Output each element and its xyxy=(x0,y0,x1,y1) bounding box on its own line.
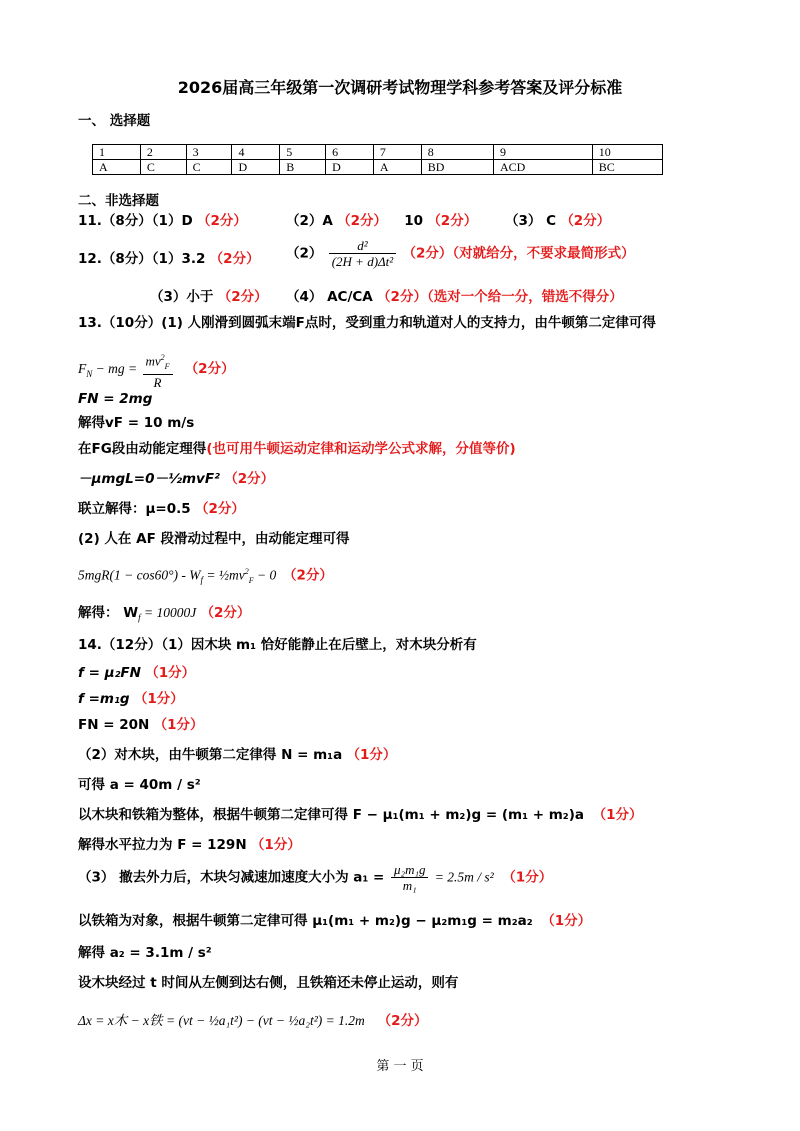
q12-part4-score: （2分）（选对一个给一分，错选不得分） xyxy=(377,289,623,305)
q13-fg-text: 在FG段由动能定理得 xyxy=(78,441,207,457)
q12-part4-group xyxy=(286,288,623,306)
q11-part1-score: （2分） xyxy=(196,213,247,229)
table-cell: 5 xyxy=(280,145,326,160)
table-cell: BC xyxy=(592,160,662,175)
q14-dx-score: （2分） xyxy=(377,1013,428,1029)
q14-p3-score: （1分） xyxy=(502,869,553,886)
page-footer: 第 一 页 xyxy=(376,1059,424,1074)
q13-eq1-denominator: R xyxy=(153,374,162,390)
q13-intro: 13.（10分）(1) 人刚滑到圆弧末端F点时，受到重力和轨道对人的支持力，由牛顿第二定律可得 xyxy=(78,315,656,331)
q12-fraction-numerator: d² xyxy=(329,238,396,254)
q13-eq2-score: （2分） xyxy=(283,567,333,584)
page-title: 2026届高三年级第一次调研考试物理学科参考答案及评分标准 xyxy=(177,78,623,97)
q11-part2b: 10 xyxy=(404,213,424,229)
q14-time: 设木块经过 t 时间从左侧到达右侧，且铁箱还未停止运动，则有 xyxy=(78,975,459,991)
q13-eq2-rest: = ½mv xyxy=(203,567,245,583)
choice-answer-table xyxy=(92,144,663,175)
q12-part2-score: （2分）（对就给分，不要求最简形式） xyxy=(402,245,635,262)
table-cell: 3 xyxy=(186,145,232,160)
table-cell: C xyxy=(186,160,232,175)
table-cell: 2 xyxy=(140,145,186,160)
q13-wf-label: 解得： W xyxy=(78,605,139,621)
table-cell: 10 xyxy=(592,145,662,160)
table-cell: D xyxy=(232,160,280,175)
q12-part3-score: （2分） xyxy=(217,289,268,305)
q14-p2-score: （1分） xyxy=(346,747,397,763)
q14-p2-line xyxy=(78,746,396,764)
q11-part1: 11.（8分）（1）D xyxy=(78,213,193,229)
q14-p2: （2）对木块，由牛顿第二定律得 N = m₁a xyxy=(78,747,343,763)
q14-dx-line xyxy=(78,1012,428,1030)
q12-fraction xyxy=(329,238,396,269)
q14-f2-line xyxy=(78,690,184,708)
table-row-numbers xyxy=(93,145,663,160)
q13-eq1-numerator: $mv^2_F$ xyxy=(143,350,173,375)
q11-part2b-score: （2分） xyxy=(427,213,478,229)
q14-whole-line xyxy=(78,806,643,824)
q13-eq1-num-text: mv xyxy=(145,353,161,369)
q13-wf-score: （2分） xyxy=(200,605,251,621)
table-cell: C xyxy=(140,160,186,175)
q13-eq1-left: F xyxy=(78,361,87,377)
q13-eq2-end: − 0 xyxy=(253,567,277,583)
q14-intro: 14.（12分）（1）因木块 m₁ 恰好能静止在后壁上，对木块分析有 xyxy=(78,637,477,653)
table-cell: B xyxy=(280,160,326,175)
q14-f1: f = μ₂FN xyxy=(78,665,141,681)
q12-part1-score: （2分） xyxy=(209,251,260,267)
q14-f3-score: （1分） xyxy=(153,717,204,733)
q13-energy-line xyxy=(78,470,274,488)
q13-eq1-mid: − mg = xyxy=(92,361,141,377)
q12-part2: （2） xyxy=(286,245,323,262)
q12-part4: （4） AC/CA xyxy=(286,289,373,305)
q14-a-value: 可得 a = 40m / s² xyxy=(78,777,201,793)
q13-eq1-fraction xyxy=(143,350,173,390)
q14-f2: f =m₁g xyxy=(78,691,130,707)
q13-mu-score: （2分） xyxy=(194,501,245,517)
table-cell: 8 xyxy=(421,145,493,160)
q11-part2: （2）A xyxy=(286,213,333,229)
q14-force-score: （1分） xyxy=(250,837,301,853)
q13-eq1-sub: N xyxy=(86,368,93,379)
table-cell: 7 xyxy=(373,145,421,160)
q14-p3-numerator: μ₂m₁g xyxy=(391,862,428,878)
q12-fraction-denominator: (2H + d)Δt² xyxy=(331,254,394,269)
q11-part2-score: （2分） xyxy=(337,213,388,229)
q14-whole: 以木块和铁箱为整体，根据牛顿第二定律可得 F − μ₁(m₁ + m₂)g = (m₁ + m₂)a xyxy=(78,807,584,823)
q14-p3-post: = 2.5m / s² xyxy=(434,869,494,885)
q12-line1 xyxy=(78,250,260,268)
q14-dx: Δx = x木 − x铁 = (vt − ½a₁t²) − (vt − ½a₂t²) = 1.2m xyxy=(78,1013,365,1028)
q14-box-score: （1分） xyxy=(541,913,592,929)
q14-f1-line xyxy=(78,664,195,682)
table-cell: D xyxy=(326,160,374,175)
table-cell: 9 xyxy=(493,145,592,160)
q12-line2 xyxy=(150,288,268,306)
q13-wf-line: 解得： $W_f = 10000J$ （2分） xyxy=(78,605,251,623)
q14-p3-line xyxy=(78,862,552,893)
q14-p3-pre: （3） 撤去外力后，木块匀减速加速度大小为 a₁ = xyxy=(78,869,390,886)
q11-line xyxy=(78,212,247,230)
q14-p3-denominator: m₁ xyxy=(402,878,417,893)
q11-part2-group xyxy=(286,212,477,230)
table-cell: A xyxy=(93,160,141,175)
q14-box-line xyxy=(78,912,591,930)
q11-part3-group xyxy=(505,212,610,230)
table-cell: A xyxy=(373,160,421,175)
q13-fg-note: (也可用牛顿运动定律和运动学公式求解，分值等价) xyxy=(206,441,516,457)
q13-vf: 解得vF = 10 m/s xyxy=(78,415,195,431)
q14-force: 解得水平拉力为 F = 129N xyxy=(78,837,247,853)
table-cell: ACD xyxy=(493,160,592,175)
q14-box: 以铁箱为对象，根据牛顿第二定律可得 μ₁(m₁ + m₂)g − μ₂m₁g = m₂a₂ xyxy=(78,913,533,929)
q11-part3-score: （2分） xyxy=(560,213,611,229)
table-cell: BD xyxy=(421,160,493,175)
q11-part3: （3） C xyxy=(505,213,557,229)
table-cell: 6 xyxy=(326,145,374,160)
q14-f3: FN = 20N xyxy=(78,717,150,733)
q12-part1: 12.（8分）（1）3.2 xyxy=(78,251,206,267)
q13-eq1-score: （2分） xyxy=(184,361,235,378)
table-cell: 1 xyxy=(93,145,141,160)
q14-f2-score: （1分） xyxy=(133,691,184,707)
q13-energy-eq: －μmgL=0－½mvF² xyxy=(78,471,220,487)
q13-fn: FN = 2mg xyxy=(78,391,153,407)
q13-eq1 xyxy=(78,350,235,390)
q14-p3-fraction xyxy=(391,862,428,893)
q13-eq2: $5mgR(1 - \cos 60^\circ) - W_f$ = $\frac{1}{2}mv^2_F - 0$ （2分） xyxy=(78,567,333,586)
q14-force-line xyxy=(78,836,301,854)
q14-f3-line xyxy=(78,716,204,734)
table-cell: 4 xyxy=(232,145,280,160)
q14-f1-score: （1分） xyxy=(145,665,196,681)
section-nonchoice-heading: 二、非选择题 xyxy=(78,193,159,209)
q13-fg-line xyxy=(78,440,516,458)
q13-energy-score: （2分） xyxy=(224,471,275,487)
q12-part2-group xyxy=(286,238,635,269)
q14-whole-score: （1分） xyxy=(592,807,643,823)
q12-part3: （3）小于 xyxy=(150,289,214,305)
q13-part2: (2) 人在 AF 段滑动过程中，由动能定理可得 xyxy=(78,531,350,547)
q13-wf-value: = 10000J xyxy=(140,605,197,620)
q13-mu-line xyxy=(78,500,245,518)
section-choice-heading: 一、 选择题 xyxy=(78,113,151,129)
table-row-answers xyxy=(93,160,663,175)
q13-mu: 联立解得：μ=0.5 xyxy=(78,501,191,517)
q13-eq2-left: 5mgR(1 − cos60°) - W xyxy=(78,567,201,583)
q14-a2: 解得 a₂ = 3.1m / s² xyxy=(78,945,212,961)
